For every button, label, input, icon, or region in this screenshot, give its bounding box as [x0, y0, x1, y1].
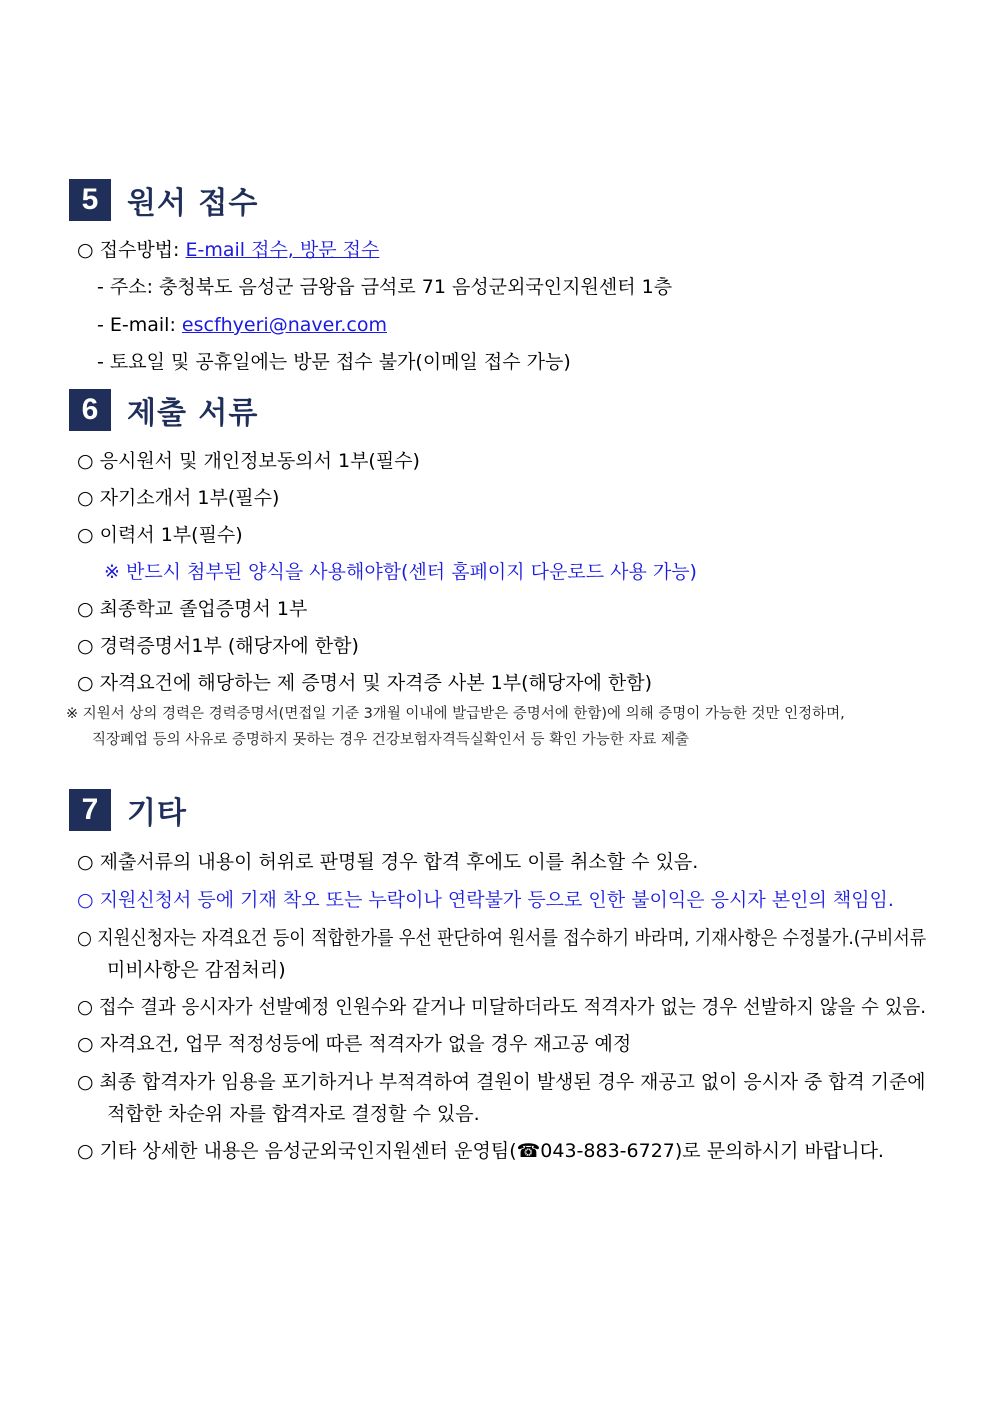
doc-item: ○ 이력서 1부(필수)	[77, 524, 243, 546]
method-line	[77, 238, 379, 262]
career-note-line-2: 직장폐업 등의 사유로 증명하지 못하는 경우 건강보험자격득실확인서 등 확인 가능한 자료 제출	[92, 732, 689, 748]
etc-item: ○ 제출서류의 내용이 허위로 판명될 경우 합격 후에도 이를 취소할 수 있음.	[77, 851, 699, 873]
email-line	[97, 313, 387, 337]
etc-item: ○ 최종 합격자가 임용을 포기하거나 부적격하여 결원이 발생된 경우 재공고 없이 응시자 중 합격 기준에	[77, 1071, 926, 1093]
etc-item: ○ 접수 결과 응시자가 선발예정 인원수와 같거나 미달하더라도 적격자가 없는 경우 선발하지 않을 수 있음.	[77, 996, 927, 1018]
section-number-badge: 6	[69, 389, 111, 431]
method-label: ○ 접수방법:	[77, 239, 186, 261]
section-title: 원서 접수	[127, 186, 259, 221]
etc-item: ○ 지원신청서 등에 기재 착오 또는 누락이나 연락불가 등으로 인한 불이익은 응시자 본인의 책임임.	[77, 889, 894, 911]
etc-item: ○ 기타 상세한 내용은 음성군외국인지원센터 운영팀(☎043-883-6727)로 문의하시기 바랍니다.	[77, 1140, 884, 1162]
career-note-line-1: ※ 지원서 상의 경력은 경력증명서(면접일 기준 3개월 이내에 발급받은 증명서에 한함)에 의해 증명이 가능한 것만 인정하며,	[66, 706, 845, 722]
etc-item-continued: 적합한 차순위 자를 합격자로 결정할 수 있음.	[107, 1103, 480, 1125]
email-label: - E-mail:	[97, 314, 182, 336]
doc-item: ○ 자기소개서 1부(필수)	[77, 487, 280, 509]
section-number-badge: 7	[69, 789, 111, 831]
section-number-badge: 5	[69, 179, 111, 221]
section-title: 제출 서류	[127, 396, 259, 431]
section-5-heading	[69, 179, 258, 221]
email-link[interactable]: escfhyeri@naver.com	[181, 314, 388, 336]
section-title: 기타	[127, 796, 187, 831]
holiday-line: - 토요일 및 공휴일에는 방문 접수 불가(이메일 접수 가능)	[97, 351, 571, 373]
doc-item: ○ 응시원서 및 개인정보동의서 1부(필수)	[77, 450, 420, 472]
etc-item: ○ 지원신청자는 자격요건 등이 적합한가를 우선 판단하여 원서를 접수하기 바라며, 기재사항은 수정불가.(구비서류	[77, 927, 927, 949]
address-line: - 주소: 충청북도 음성군 금왕읍 금석로 71 음성군외국인지원센터 1층	[97, 276, 673, 298]
doc-item: ○ 경력증명서1부 (해당자에 한함)	[77, 635, 359, 657]
method-link[interactable]: E-mail 접수, 방문 접수	[185, 239, 380, 261]
section-6-heading	[69, 389, 258, 431]
etc-item: ○ 자격요건, 업무 적정성등에 따른 적격자가 없을 경우 재고공 예정	[77, 1033, 632, 1055]
form-note: ※ 반드시 첨부된 양식을 사용해야함(센터 홈페이지 다운로드 사용 가능)	[104, 561, 697, 583]
doc-item: ○ 자격요건에 해당하는 제 증명서 및 자격증 사본 1부(해당자에 한함)	[77, 672, 653, 694]
etc-item-continued: 미비사항은 감점처리)	[107, 959, 286, 981]
doc-item: ○ 최종학교 졸업증명서 1부	[77, 598, 308, 620]
section-7-heading	[69, 789, 187, 831]
